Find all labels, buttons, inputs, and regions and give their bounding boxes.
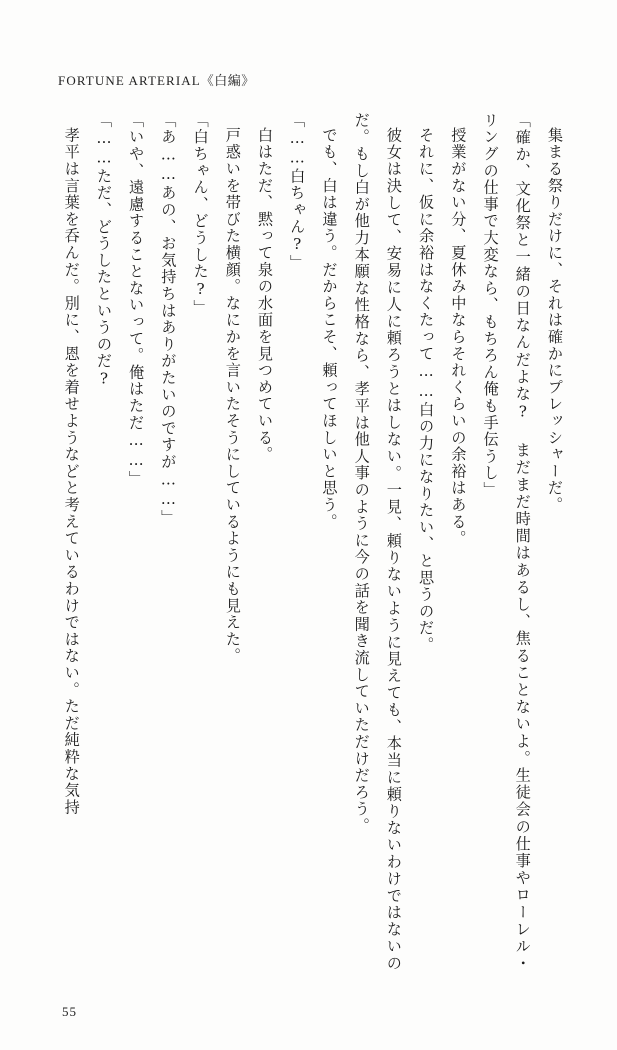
body-text — [51, 112, 571, 972]
running-header-title: FORTUNE ARTERIAL — [58, 73, 201, 88]
paragraph: 授業がない分、夏休み中ならそれくらいの余裕はある。 — [449, 127, 468, 548]
paragraph: 「……白ちゃん?」 — [288, 112, 307, 272]
paragraph: 彼女は決して、安易に人に頼ろうとはしない。一見、頼りないように見えても、本当に頼りないわけではないのだ。もし白が他力本願な性格なら、孝平は他人事のように今の話を聞き流していただけだろう。 — [352, 112, 403, 972]
paragraph: 「白ちゃん、どうした?」 — [191, 112, 210, 317]
paragraph: 戸惑いを帯びた横顔。なにかを言いたそうにしているようにも見えた。 — [223, 127, 242, 665]
paragraph: 「確か、文化祭と一緒の日なんだよな? まだまだ時間はあるし、焦ることないよ。生徒会の仕事やローレル・リングの仕事で大変なら、もちろん俺も手伝うし」 — [481, 112, 532, 972]
paragraph: 「あ……あの、お気持ちはありがたいのですが……」 — [159, 112, 178, 527]
paragraph: それに、仮に余裕はなくたって……白の力になりたい、と思うのだ。 — [417, 127, 436, 654]
paragraph: 孝平は言葉を呑んだ。別に、恩を着せようなどと考えているわけではない。ただ純粋な気持 — [62, 127, 81, 816]
page-number: 55 — [62, 1004, 77, 1019]
paragraph: 白はただ、黙って泉の水面を見つめている。 — [256, 127, 275, 464]
paragraph: 「……ただ、どうしたというのだ? — [94, 112, 113, 390]
paragraph: 「いや、遠慮することないって。俺はただ……」 — [127, 112, 146, 488]
paragraph: 集まる祭りだけに、それは確かにプレッシャーだ。 — [546, 127, 564, 514]
running-header — [58, 70, 255, 89]
running-header-subtitle: 《白編》 — [200, 74, 255, 89]
paragraph: でも、白は違う。だからこそ、頼ってほしいと思う。 — [320, 127, 339, 531]
